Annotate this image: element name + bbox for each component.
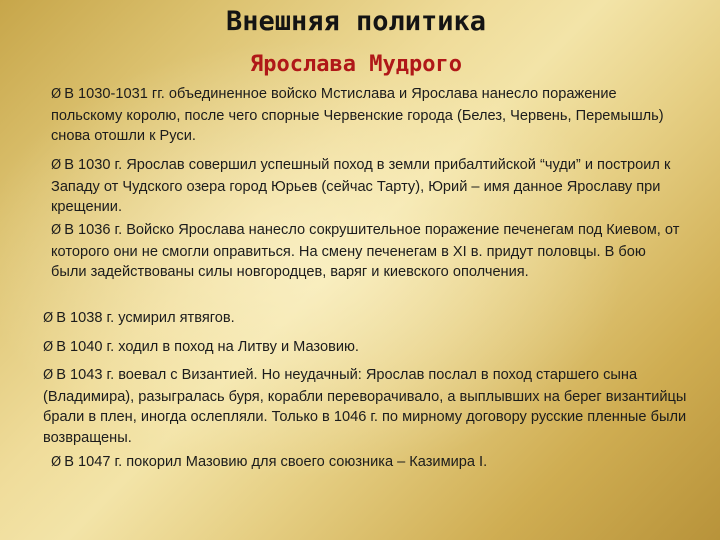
paragraph-1030 <box>51 155 681 218</box>
paragraph-text: В 1038 г. усмирил ятвягов. <box>56 310 235 326</box>
paragraph-1047 <box>51 452 681 474</box>
arrow-bullet-icon: Ø <box>51 87 62 102</box>
paragraph-1043 <box>43 365 688 448</box>
paragraph-text: В 1036 г. Войско Ярослава нанесло сокрушительное поражение печенегам под Киевом, от которого они не смогли оправиться. На смену печенегам в XI в. придут половцы. В бою были задействованы силы новгородцев, варяг и киевского ополчения. <box>51 222 680 280</box>
slide-subtitle: Ярослава Мудрого <box>250 52 462 77</box>
paragraph-text: В 1043 г. воевал с Византией. Но неудачный: Ярослав послал в поход старшего сына (Владимира), разыгралась буря, корабли переворачивало, а выплывших на берег византийцы брали в плен, иногда ослепляли. Только в 1046 г. по мирному договору русские пленные были возвращены. <box>43 367 687 446</box>
arrow-bullet-icon: Ø <box>43 311 54 326</box>
arrow-bullet-icon: Ø <box>51 223 62 238</box>
paragraph-text: В 1047 г. покорил Мазовию для своего союзника – Казимира I. <box>64 454 488 470</box>
paragraph-1040 <box>43 337 683 359</box>
arrow-bullet-icon: Ø <box>43 368 54 383</box>
paragraph-text: В 1030 г. Ярослав совершил успешный поход в земли прибалтийской “чуди” и построил к Западу от Чудского озера город Юрьев (сейчас Тарту), Юрий – имя данное Ярославу при крещении. <box>51 157 671 215</box>
arrow-bullet-icon: Ø <box>43 340 54 355</box>
arrow-bullet-icon: Ø <box>51 158 62 173</box>
slide-title: Внешняя политика <box>225 6 487 37</box>
paragraph-text: В 1040 г. ходил в поход на Литву и Мазовию. <box>56 339 359 355</box>
paragraph-1038 <box>43 308 683 330</box>
paragraph-1036 <box>51 220 681 283</box>
arrow-bullet-icon: Ø <box>51 455 62 470</box>
paragraph-1030-1031 <box>51 84 681 147</box>
paragraph-text: В 1030-1031 гг. объединенное войско Мстислава и Ярослава нанесло поражение польскому королю, после чего спорные Червенские города (Белез, Червень, Перемышль) снова отошли к Руси. <box>51 86 664 144</box>
